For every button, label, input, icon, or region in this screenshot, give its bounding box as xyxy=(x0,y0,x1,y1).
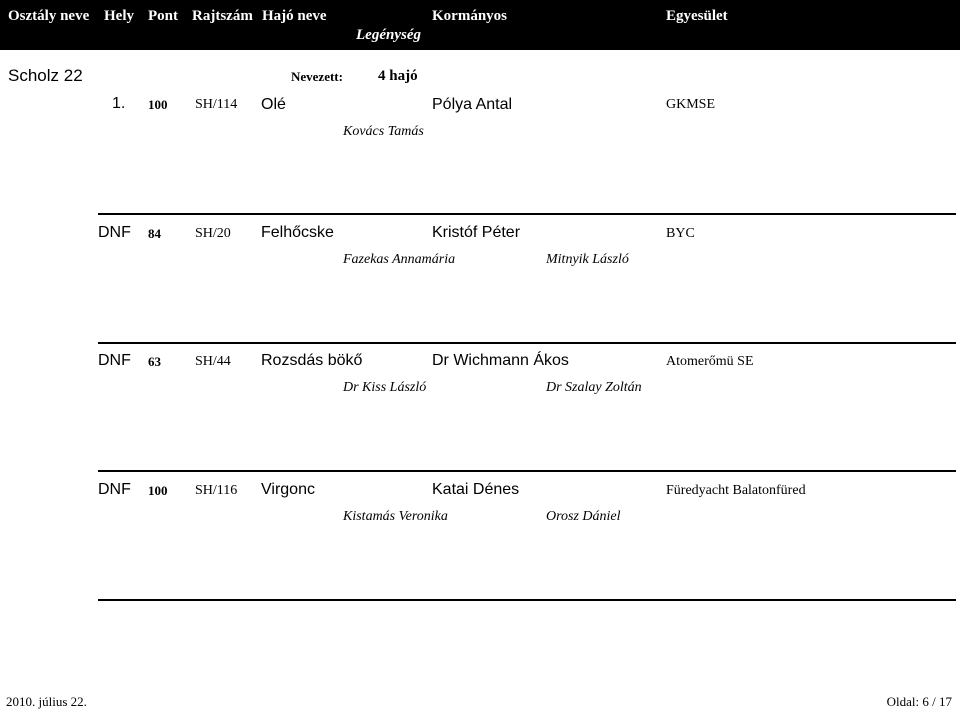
entry-sail-number: SH/114 xyxy=(195,97,238,112)
entry-club: Füredyacht Balatonfüred xyxy=(666,483,806,498)
entered-value: 4 hajó xyxy=(378,68,418,84)
entry-club: Atomerőmü SE xyxy=(666,354,754,369)
header-crew: Legénység xyxy=(356,27,421,43)
row-divider xyxy=(98,342,956,344)
entry-place: DNF xyxy=(98,224,131,241)
entry-points: 100 xyxy=(148,97,168,112)
entry-place: 1. xyxy=(112,95,126,112)
header-club: Egyesület xyxy=(666,8,728,24)
header-boat-name: Hajó neve xyxy=(262,8,327,24)
entry-crew-member: Kovács Tamás xyxy=(343,124,424,139)
entry-sail-number: SH/20 xyxy=(195,226,231,241)
entry-helm: Dr Wichmann Ákos xyxy=(432,352,569,369)
column-header-bar xyxy=(0,0,960,50)
class-name: Scholz 22 xyxy=(8,66,83,85)
entry-points: 84 xyxy=(148,226,161,241)
entry-helm: Kristóf Péter xyxy=(432,224,521,241)
footer-date: 2010. július 22. xyxy=(6,694,87,709)
row-divider xyxy=(98,599,956,601)
entry-place: DNF xyxy=(98,481,131,498)
entry-crew-member: Orosz Dániel xyxy=(546,509,621,524)
entry-crew-member: Dr Szalay Zoltán xyxy=(546,380,642,395)
entry-points: 63 xyxy=(148,354,161,369)
entry-crew-member: Mitnyik László xyxy=(546,252,629,267)
entry-boat-name: Virgonc xyxy=(261,481,315,498)
entered-label: Nevezett: xyxy=(291,69,343,84)
entry-crew-member: Dr Kiss László xyxy=(343,380,427,395)
footer-page-number: Oldal: 6 / 17 xyxy=(886,694,952,709)
entry-crew-member: Kistamás Veronika xyxy=(343,509,448,524)
header-points: Pont xyxy=(148,8,178,24)
entry-sail-number: SH/116 xyxy=(195,483,238,498)
entry-place: DNF xyxy=(98,352,131,369)
row-divider xyxy=(98,213,956,215)
entry-sail-number: SH/44 xyxy=(195,354,231,369)
entry-helm: Pólya Antal xyxy=(432,96,513,113)
entry-points: 100 xyxy=(148,483,168,498)
entry-boat-name: Rozsdás bökő xyxy=(261,352,363,369)
header-helm: Kormányos xyxy=(432,8,507,24)
entry-boat-name: Felhőcske xyxy=(261,224,334,241)
entry-crew-member: Fazekas Annamária xyxy=(343,252,456,267)
header-class-name: Osztály neve xyxy=(8,8,90,24)
entry-helm: Katai Dénes xyxy=(432,481,520,498)
entry-boat-name: Olé xyxy=(261,96,286,113)
header-place: Hely xyxy=(104,8,134,24)
entry-club: GKMSE xyxy=(666,97,716,112)
entry-club: BYC xyxy=(666,226,695,241)
row-divider xyxy=(98,470,956,472)
header-sail-number: Rajtszám xyxy=(192,8,253,24)
